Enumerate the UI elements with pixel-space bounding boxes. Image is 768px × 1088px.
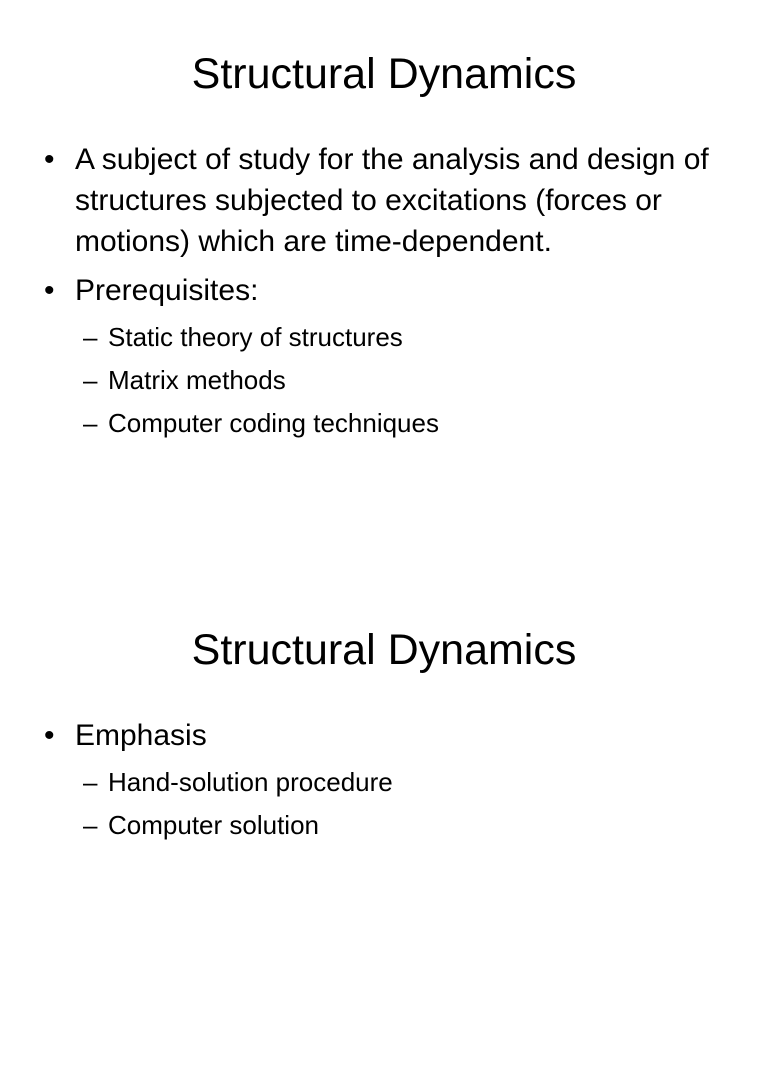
slide-title: Structural Dynamics <box>191 626 577 674</box>
sub-bullet-item <box>73 359 744 402</box>
bullet-text: Emphasis <box>75 719 207 752</box>
slide-title: Structural Dynamics <box>191 50 577 98</box>
sub-bullet-text: Matrix methods <box>108 365 286 395</box>
sub-bullet-item <box>73 402 744 445</box>
sub-bullet-text: Computer solution <box>108 810 319 840</box>
slide-1 <box>0 0 768 512</box>
dash-marker: – <box>83 322 98 352</box>
sub-bullet-text: Computer coding techniques <box>108 408 439 438</box>
sub-bullet-item <box>73 804 744 847</box>
bullet-item <box>44 139 744 262</box>
bullet-item <box>44 270 744 445</box>
sub-bullet-list <box>73 761 744 847</box>
bullet-text: A subject of study for the analysis and design of structures subjected to excitations (forces or motions) which are time-dependent. <box>75 143 709 258</box>
dash-marker: – <box>83 408 98 438</box>
bullet-list <box>44 715 744 855</box>
bullet-marker: • <box>44 719 55 752</box>
bullet-marker: • <box>44 143 55 176</box>
slide-2 <box>0 576 768 1088</box>
sub-bullet-list <box>73 316 744 445</box>
bullet-marker: • <box>44 274 55 307</box>
bullet-list <box>44 139 744 453</box>
bullet-item <box>44 715 744 847</box>
sub-bullet-text: Hand-solution procedure <box>108 767 393 797</box>
dash-marker: – <box>83 767 98 797</box>
sub-bullet-item <box>73 316 744 359</box>
sub-bullet-item <box>73 761 744 804</box>
bullet-text: Prerequisites: <box>75 274 259 307</box>
dash-marker: – <box>83 365 98 395</box>
dash-marker: – <box>83 810 98 840</box>
sub-bullet-text: Static theory of structures <box>108 322 403 352</box>
